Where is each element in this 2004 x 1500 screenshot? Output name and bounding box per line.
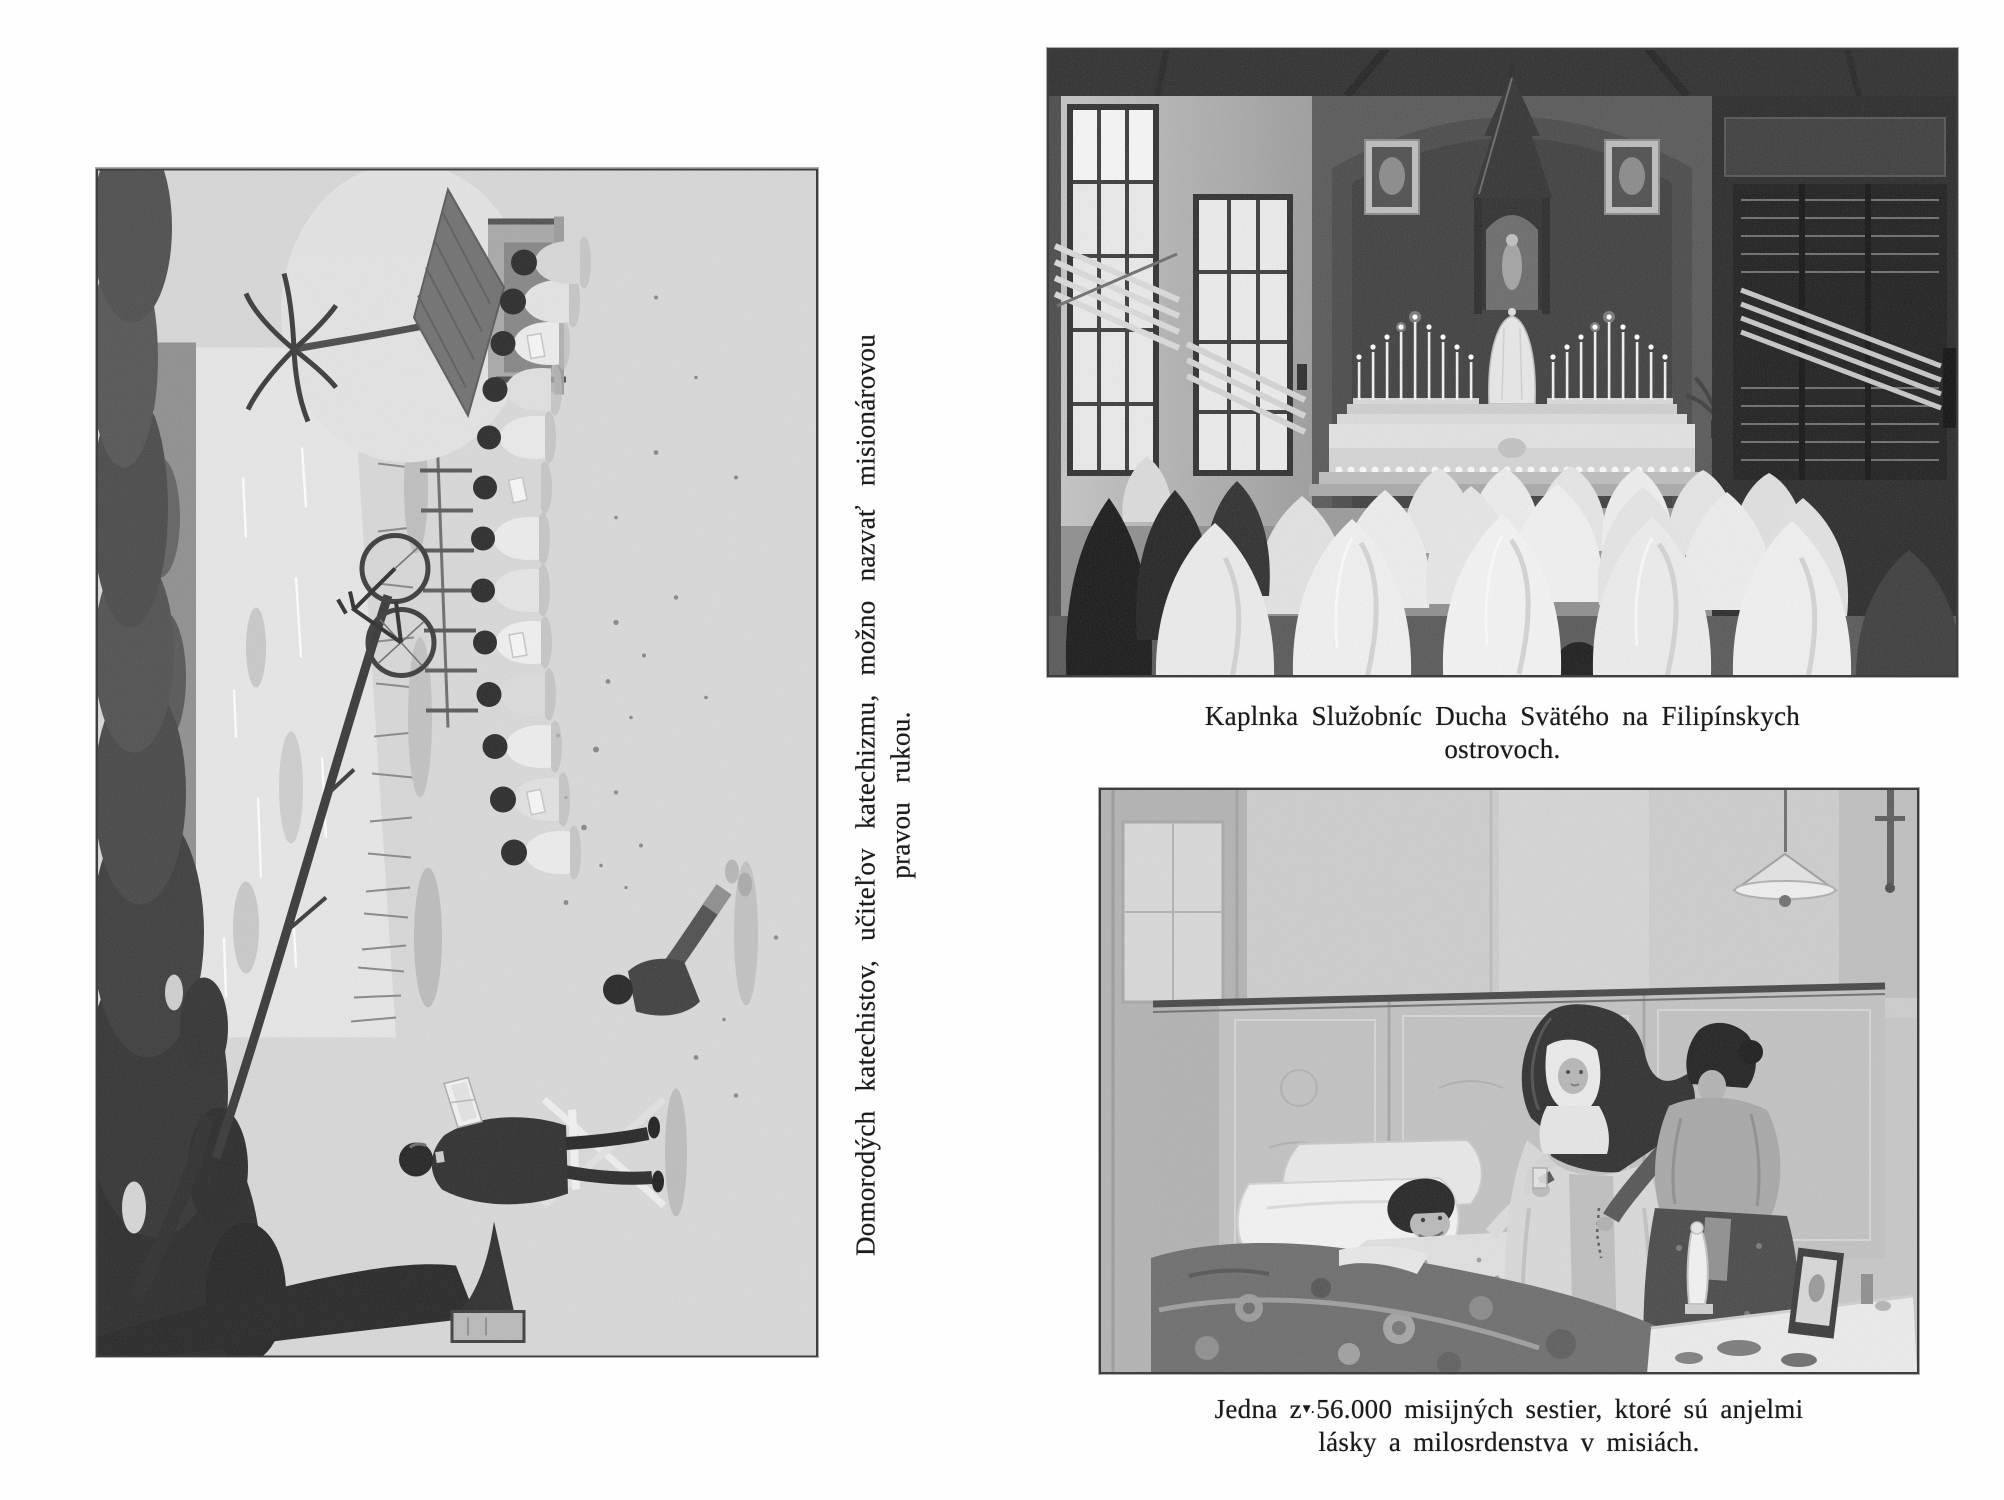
caption-bedside-line2: lásky a milosrdenstva v misiách. [1318, 1427, 1700, 1457]
photo-catechists [96, 168, 818, 1357]
caption-bedside-line1-part2: 56.000 misijných sestier, ktoré sú anjelmi [1316, 1394, 1804, 1424]
photo-chapel [1047, 48, 1958, 677]
caption-catechists [849, 273, 919, 1318]
caption-bedside [1099, 1392, 1919, 1459]
caption-catechists-line2: pravou rukou. [885, 711, 916, 879]
caption-chapel-line1: Kaplnka Služobníc Ducha Svätého na Filipínskych [1204, 701, 1801, 731]
photo-catechists-illustration [96, 168, 818, 1357]
caption-bedside-line1 [1099, 1392, 1919, 1426]
photo-bedside-illustration [1099, 788, 1919, 1374]
caption-bedside-line1-part1: Jedna z [1214, 1394, 1302, 1424]
caption-chapel [1047, 700, 1958, 766]
caption-chapel-line2: ostrovoch. [1444, 734, 1561, 764]
caption-catechists-line1: Domorodých katechistov, učiteľov katechizmu, možno nazvať misionárovou [850, 333, 881, 1257]
photo-chapel-illustration [1047, 48, 1958, 677]
photo-bedside [1099, 788, 1919, 1374]
print-defect-mark: ▾. [1302, 1399, 1316, 1417]
